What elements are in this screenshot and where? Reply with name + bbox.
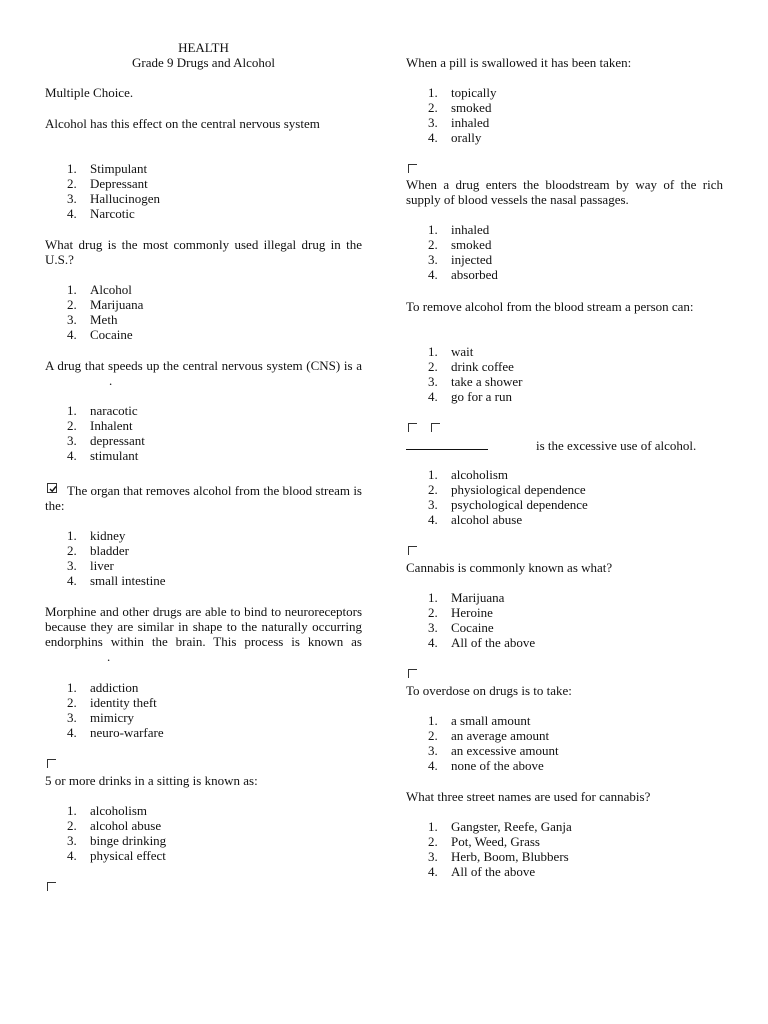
question-2-text: What drug is the most commonly used illegal drug in the U.S.? <box>45 237 362 267</box>
option[interactable]: 1. Gangster, Reefe, Ganja <box>428 819 572 834</box>
option[interactable]: 3. Cocaine <box>428 620 494 635</box>
option[interactable]: 3. Hallucinogen <box>67 191 161 206</box>
question-7-text: When a pill is swallowed it has been taken: <box>406 55 632 70</box>
question-13-text: What three street names are used for cannabis? <box>406 789 651 804</box>
option[interactable]: 1. naracotic <box>67 403 138 418</box>
option[interactable]: 3. psychological dependence <box>428 497 588 512</box>
option[interactable]: 3. liver <box>67 558 114 573</box>
option[interactable]: 1. wait <box>428 344 474 359</box>
question-5-options <box>45 680 164 740</box>
option[interactable]: 4. absorbed <box>428 267 498 282</box>
question-4-text: The organ that removes alcohol from the blood stream is the: <box>45 483 362 513</box>
question-7-options <box>406 85 497 145</box>
checkbox-icon[interactable] <box>408 546 417 555</box>
checkbox-icon[interactable] <box>431 423 440 432</box>
question-11-text: Cannabis is commonly known as what? <box>406 560 613 575</box>
option[interactable]: 2. physiological dependence <box>428 482 586 497</box>
question-13-options <box>406 819 572 879</box>
question-10-options <box>406 467 588 527</box>
question-5-text: Morphine and other drugs are able to bind to neuroreceptors because they are similar in shape to the naturally occurring endorphins within the brain. This process is known as. <box>45 604 362 664</box>
question-1-text: Alcohol has this effect on the central nervous system <box>45 116 320 131</box>
option[interactable]: 1. inhaled <box>428 222 490 237</box>
option[interactable]: 3. inhaled <box>428 115 490 130</box>
question-2-options <box>45 282 143 342</box>
option[interactable]: 2. smoked <box>428 100 492 115</box>
option[interactable]: 4. none of the above <box>428 758 544 773</box>
option[interactable]: 4. neuro-warfare <box>67 725 164 740</box>
option[interactable]: 4. Cocaine <box>67 327 133 342</box>
option[interactable]: 4. stimulant <box>67 448 139 463</box>
checkbox-icon[interactable] <box>47 759 56 768</box>
option[interactable]: 1. topically <box>428 85 497 100</box>
option[interactable]: 3. Meth <box>67 312 118 327</box>
option[interactable]: 3. binge drinking <box>67 833 167 848</box>
instructions: Multiple Choice. <box>45 85 134 100</box>
question-12-text: To overdose on drugs is to take: <box>406 683 572 698</box>
question-11-options <box>406 590 535 650</box>
option[interactable]: 2. Inhalent <box>67 418 133 433</box>
checkbox-icon[interactable] <box>408 164 417 173</box>
option[interactable]: 2. identity theft <box>67 695 157 710</box>
answer-blank-line <box>406 437 488 450</box>
question-3-text: A drug that speeds up the central nervous system (CNS) is a. <box>45 358 362 388</box>
option[interactable]: 3. mimicry <box>67 710 135 725</box>
option[interactable]: 2. Pot, Weed, Grass <box>428 834 540 849</box>
question-12-options <box>406 713 559 773</box>
option[interactable]: 1. addiction <box>67 680 139 695</box>
checkbox-icon[interactable] <box>47 882 56 891</box>
option[interactable]: 2. an average amount <box>428 728 550 743</box>
option[interactable]: 1. a small amount <box>428 713 531 728</box>
option[interactable]: 2. alcohol abuse <box>67 818 162 833</box>
option[interactable]: 2. smoked <box>428 237 492 252</box>
document-subtitle: Grade 9 Drugs and Alcohol <box>132 55 275 70</box>
option[interactable]: 1. Marijuana <box>428 590 505 605</box>
question-4-options <box>45 528 165 588</box>
option[interactable]: 1. alcoholism <box>67 803 148 818</box>
question-1-options <box>45 161 160 221</box>
option[interactable]: 3. an excessive amount <box>428 743 559 758</box>
option[interactable]: 1. kidney <box>67 528 126 543</box>
option[interactable]: 1. Stimpulant <box>67 161 148 176</box>
question-6-text: 5 or more drinks in a sitting is known as: <box>45 773 258 788</box>
option[interactable]: 3. injected <box>428 252 493 267</box>
document-title: HEALTH <box>178 40 229 55</box>
option[interactable]: 4. alcohol abuse <box>428 512 523 527</box>
option[interactable]: 1. Alcohol <box>67 282 132 297</box>
option[interactable]: 4. All of the above <box>428 635 536 650</box>
option[interactable]: 4. small intestine <box>67 573 166 588</box>
question-9-text: To remove alcohol from the blood stream a person can: <box>406 299 694 314</box>
question-8-options <box>406 222 498 282</box>
option[interactable]: 2. Heroine <box>428 605 493 620</box>
option[interactable]: 4. orally <box>428 130 482 145</box>
question-9-options <box>406 344 522 404</box>
option[interactable]: 2. drink coffee <box>428 359 514 374</box>
checkbox-icon[interactable] <box>408 423 417 432</box>
option[interactable]: 2. Marijuana <box>67 297 144 312</box>
question-10-text: is the excessive use of alcohol. <box>406 437 723 453</box>
option[interactable]: 3. Herb, Boom, Blubbers <box>428 849 569 864</box>
question-3-options <box>45 403 145 463</box>
question-8-text: When a drug enters the bloodstream by way of the rich supply of blood vessels the nasal passages. <box>406 177 723 207</box>
question-6-options <box>45 803 166 863</box>
option[interactable]: 4. Narcotic <box>67 206 135 221</box>
option[interactable]: 2. Depressant <box>67 176 148 191</box>
option[interactable]: 4. All of the above <box>428 864 536 879</box>
option[interactable]: 4. go for a run <box>428 389 513 404</box>
option[interactable]: 1. alcoholism <box>428 467 509 482</box>
checkbox-icon[interactable] <box>408 669 417 678</box>
option[interactable]: 3. take a shower <box>428 374 523 389</box>
option[interactable]: 2. bladder <box>67 543 129 558</box>
option[interactable]: 4. physical effect <box>67 848 166 863</box>
option[interactable]: 3. depressant <box>67 433 145 448</box>
